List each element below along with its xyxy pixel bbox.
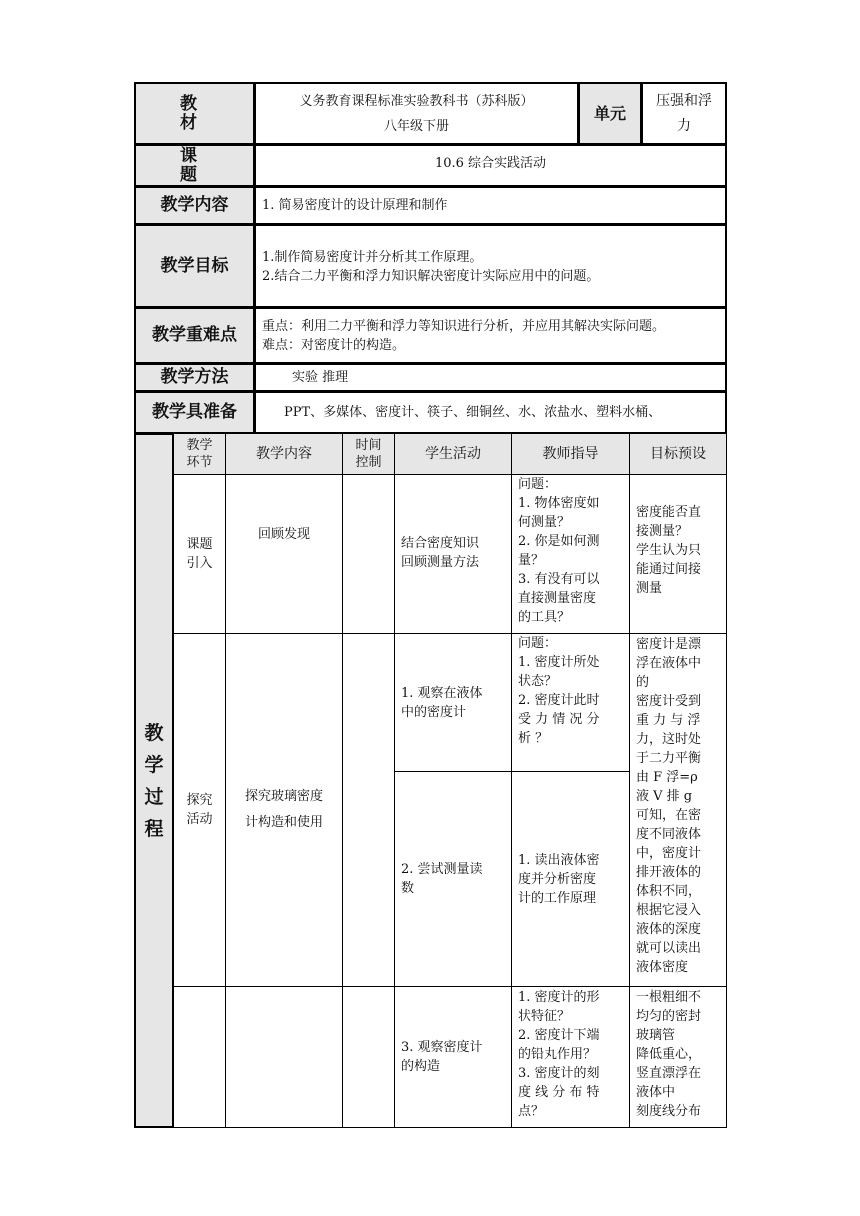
textbook-label: 教材 — [134, 82, 255, 145]
row2-goal-line-14: 体积不同， — [636, 884, 702, 899]
row2a-teacher-line-1: 问题： — [518, 636, 558, 651]
row2-goal-line-3: 的 — [636, 675, 650, 690]
row1-content: 回顾发现 — [225, 474, 343, 634]
row3-stage — [173, 986, 226, 1128]
row1-teacher-line-2: 1. 物体密度如 — [518, 496, 600, 511]
row1-goal-line-5: 测量 — [636, 581, 663, 596]
row2-goal-line-15: 根据它浸入 — [636, 903, 702, 918]
row3-goal-line-6: 液体中 — [636, 1085, 676, 1100]
row1-teacher-line-4: 2. 你是如何测 — [518, 534, 600, 549]
row2-goal-line-13: 排开液体的 — [636, 865, 702, 880]
row2-goal-line-17: 就可以读出 — [636, 941, 702, 956]
topic-value: 10.6 综合实践活动 — [254, 144, 727, 187]
row1-stage-line-1: 课题 — [186, 537, 213, 552]
row2a-student-line-2: 中的密度计 — [401, 704, 467, 720]
row3-goal-line-4: 降低重心， — [636, 1047, 702, 1062]
keypoint-line-1: 重点：利用二力平衡和浮力等知识进行分析，并应用其解决实际问题。 — [262, 319, 666, 334]
row2b-student-line-2: 数 — [401, 881, 415, 896]
row3-student — [394, 986, 512, 1128]
unit-value — [641, 82, 727, 145]
row2-content — [225, 633, 343, 987]
row1-time — [342, 474, 395, 634]
method-value: 实验 推理 — [254, 363, 727, 392]
keypoints-label: 教学重难点 — [134, 307, 255, 364]
row2b-teacher-line-3: 计的工作原理 — [518, 890, 597, 906]
row2a-teacher-line-3: 状态？ — [518, 674, 558, 689]
col-stage-line-2: 环节 — [186, 455, 213, 470]
row2b-teacher-line-2: 度并分析密度 — [518, 871, 597, 887]
process-side-label — [134, 433, 174, 1128]
row1-teacher-line-7: 直接测量密度 — [518, 591, 597, 606]
row2a-teacher-line-2: 1. 密度计所处 — [518, 655, 600, 670]
row3-teacher-line-3: 2. 密度计下端 — [518, 1028, 600, 1043]
row2a-teacher-line-5: 受 力 情 况 分 — [518, 712, 600, 727]
col-header-stage — [173, 433, 226, 475]
row2-goal-line-7: 于二力平衡 — [636, 751, 702, 766]
row1-student-line-1: 结合密度知识 — [401, 535, 480, 551]
row3-teacher-line-4: 的铅丸作用？ — [518, 1047, 597, 1062]
row2-goal-line-16: 液体的深度 — [636, 922, 702, 937]
textbook-value — [254, 82, 579, 145]
row1-goal-line-4: 能通过间接 — [636, 562, 702, 577]
col-header-content: 教学内容 — [225, 433, 343, 475]
row1-student — [394, 474, 512, 634]
row3-time — [342, 986, 395, 1128]
row2-goal-line-4: 密度计受到 — [636, 694, 702, 709]
row1-student-line-2: 回顾测量方法 — [401, 554, 480, 570]
row1-teacher — [511, 474, 630, 634]
row2-goal-line-12: 中，密度计 — [636, 846, 702, 861]
row3-goal-line-1: 一根粗细不 — [636, 990, 702, 1005]
row1-stage — [173, 474, 226, 634]
row3-goal-line-3: 玻璃管 — [636, 1028, 676, 1043]
row2a-teacher — [511, 633, 630, 772]
row2-stage — [173, 633, 226, 987]
row2-goal-line-11: 度不同液体 — [636, 827, 702, 842]
textbook-line-1: 义务教育课程标准实验教科书（苏科版） — [299, 93, 534, 109]
row2a-teacher-line-6: 析 ？ — [518, 731, 549, 746]
topic-label: 课题 — [134, 144, 255, 187]
content-value: 1. 简易密度计的设计原理和制作 — [254, 186, 727, 225]
row1-teacher-line-8: 的工具？ — [518, 610, 571, 625]
row2-content-line-2: 计构造和使用 — [244, 815, 323, 830]
content-label: 教学内容 — [134, 186, 255, 225]
unit-line-1: 压强和浮 — [656, 92, 712, 109]
row2a-student — [394, 633, 512, 772]
row1-teacher-line-5: 量？ — [518, 553, 545, 568]
row2b-student-line-1: 2. 尝试测量读 — [401, 862, 483, 877]
row3-teacher-line-5: 3. 密度计的刻 — [518, 1066, 600, 1081]
row2a-teacher-line-4: 2. 密度计此时 — [518, 693, 600, 708]
row2-goal — [629, 633, 727, 987]
goals-label: 教学目标 — [134, 224, 255, 308]
row2b-teacher-line-1: 1. 读出液体密 — [518, 852, 600, 868]
row3-teacher-line-1: 1. 密度计的形 — [518, 990, 600, 1005]
col-header-teacher: 教师指导 — [511, 433, 630, 475]
row3-student-line-2: 的构造 — [401, 1059, 441, 1074]
goal-line-2: 2.结合二力平衡和浮力知识解决密度计实际应用中的问题。 — [262, 269, 600, 284]
row1-goal — [629, 474, 727, 634]
row3-teacher-line-7: 点？ — [518, 1104, 545, 1119]
row1-goal-line-1: 密度能否直 — [636, 505, 702, 520]
col-stage-line-1: 教学 — [186, 438, 213, 453]
row2-goal-line-10: 可知，在密 — [636, 808, 702, 823]
row2-goal-line-18: 液体密度 — [636, 960, 689, 975]
tools-value: PPT、多媒体、密度计、筷子、细铜丝、水、浓盐水、塑料水桶、 — [254, 391, 727, 434]
row1-teacher-line-1: 问题： — [518, 477, 558, 492]
row3-goal-line-2: 均匀的密封 — [636, 1009, 702, 1024]
row2-goal-line-6: 力，这时处 — [636, 732, 702, 747]
row3-teacher-line-2: 状特征？ — [518, 1009, 571, 1024]
unit-label: 单元 — [578, 82, 642, 145]
row2-goal-line-5: 重 力 与 浮 — [636, 713, 701, 728]
row2-content-line-1: 探究玻璃密度 — [244, 789, 323, 804]
textbook-line-2: 八年级下册 — [383, 118, 449, 134]
unit-line-2: 力 — [677, 117, 691, 134]
row2-goal-line-2: 浮在液体中 — [636, 656, 702, 671]
col-header-goal: 目标预设 — [629, 433, 727, 475]
keypoint-line-2: 难点：对密度计的构造。 — [262, 338, 406, 353]
row3-teacher — [511, 986, 630, 1128]
row3-goal — [629, 986, 727, 1128]
row3-teacher-line-6: 度 线 分 布 特 — [518, 1085, 600, 1100]
row2-goal-line-8: 由 F 浮=ρ — [636, 770, 698, 785]
row2b-teacher — [511, 771, 630, 987]
row2-goal-line-1: 密度计是漂 — [636, 637, 702, 652]
tools-label: 教学具准备 — [134, 391, 255, 434]
row2-stage-line-2: 活动 — [186, 812, 213, 827]
col-time-line-1: 时间 — [355, 438, 382, 453]
col-header-time — [342, 433, 395, 475]
row1-teacher-line-6: 3. 有没有可以 — [518, 572, 600, 587]
row2b-student — [394, 771, 512, 987]
keypoints-value — [254, 307, 727, 364]
row1-stage-line-2: 引入 — [186, 556, 213, 571]
col-header-student: 学生活动 — [394, 433, 512, 475]
row3-student-line-1: 3. 观察密度计 — [401, 1040, 483, 1055]
goals-value — [254, 224, 727, 308]
row3-goal-line-5: 竖直漂浮在 — [636, 1066, 702, 1081]
row1-goal-line-2: 接测量？ — [636, 524, 689, 539]
row3-goal-line-7: 刻度线分布 — [636, 1104, 702, 1119]
method-label: 教学方法 — [134, 363, 255, 392]
row1-goal-line-3: 学生认为只 — [636, 543, 702, 558]
process-side-text: 教学过程 — [144, 721, 164, 840]
row1-teacher-line-3: 何测量？ — [518, 515, 571, 530]
col-time-line-2: 控制 — [355, 455, 382, 470]
row2-time — [342, 633, 395, 987]
goal-line-1: 1.制作简易密度计并分析其工作原理。 — [262, 250, 483, 265]
row3-content — [225, 986, 343, 1128]
row2-stage-line-1: 探究 — [186, 793, 213, 808]
row2a-student-line-1: 1. 观察在液体 — [401, 685, 483, 701]
row2-goal-line-9: 液 V 排 g — [636, 789, 693, 804]
